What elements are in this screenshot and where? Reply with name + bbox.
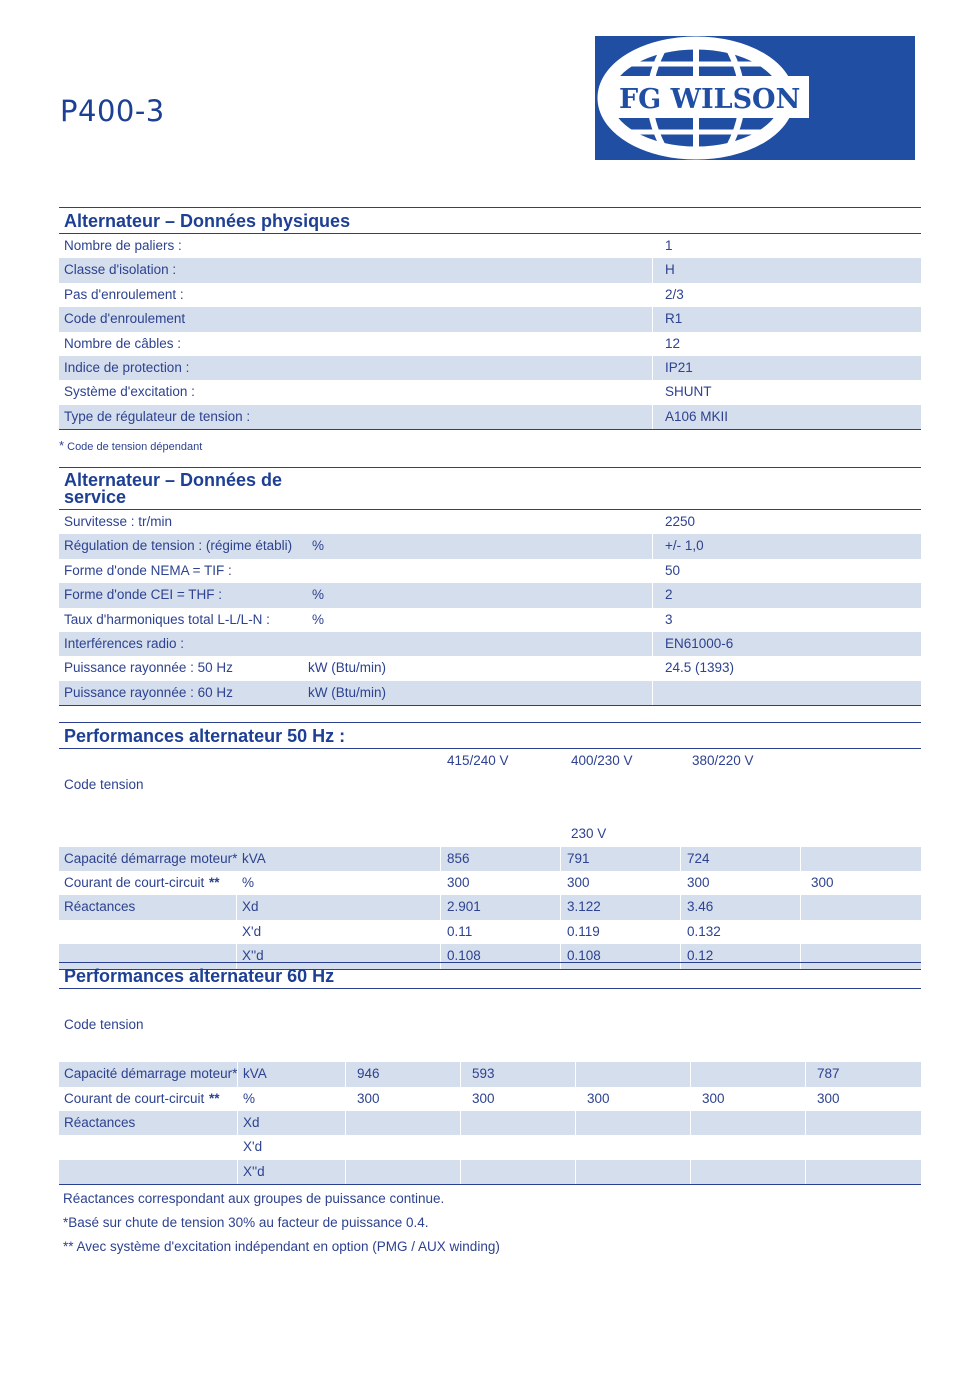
start-capacity-row-60 — [59, 1062, 921, 1086]
short-circuit-value: 300 — [687, 874, 710, 890]
column-divider — [652, 656, 653, 680]
service-row — [59, 510, 921, 534]
column-divider — [690, 1160, 691, 1184]
code-tension-label-60: Code tension — [64, 1017, 144, 1033]
column-divider — [460, 1111, 461, 1135]
column-divider — [575, 1087, 576, 1111]
service-value: +/- 1,0 — [665, 538, 704, 554]
column-divider — [345, 1160, 346, 1184]
start-capacity-value: 791 — [567, 850, 590, 866]
column-divider — [575, 1111, 576, 1135]
service-value: 3 — [665, 611, 673, 627]
service-label: Taux d'harmoniques total L-L/L-N : — [64, 611, 270, 627]
column-divider — [652, 510, 653, 534]
column-divider — [345, 1087, 346, 1111]
column-divider — [652, 583, 653, 607]
short-circuit-row-60 — [59, 1087, 921, 1111]
physical-value: H — [665, 262, 675, 278]
physical-row — [59, 234, 921, 258]
reactance-row-60 — [59, 1160, 921, 1184]
physical-label: Indice de protection : — [64, 359, 190, 375]
column-divider — [345, 1062, 346, 1086]
footnote-2: *Basé sur chute de tension 30% au facteur de puissance 0.4. — [63, 1215, 429, 1230]
service-label: Interférences radio : — [64, 635, 185, 651]
short-circuit-value-60: 300 — [702, 1090, 725, 1106]
short-circuit-unit-60: % — [243, 1090, 256, 1106]
service-value: 2250 — [665, 514, 696, 529]
physical-value: 2/3 — [665, 286, 684, 302]
physical-label: Nombre de câbles : — [64, 335, 182, 351]
reactance-label-60: Réactances — [64, 1114, 136, 1130]
voltage-extra: 230 V — [571, 826, 607, 842]
column-divider — [575, 1160, 576, 1184]
column-divider — [652, 681, 653, 705]
physical-note: * Code de tension dépendant — [59, 438, 203, 454]
short-circuit-value-60: 300 — [587, 1090, 610, 1106]
short-circuit-label: Courant de court-circuit — [64, 874, 205, 890]
column-divider — [690, 1087, 691, 1111]
reactance-value: 0.108 — [567, 948, 601, 964]
footnote-1: Réactances correspondant aux groupes de puissance continue. — [63, 1191, 445, 1206]
service-unit: % — [312, 538, 325, 554]
physical-row — [59, 283, 921, 307]
service-unit: % — [312, 587, 325, 603]
physical-value: SHUNT — [665, 384, 712, 400]
reactance-value: 3.122 — [567, 899, 601, 915]
reactance-value: 0.11 — [447, 923, 473, 939]
column-divider — [440, 895, 441, 919]
service-unit: kW (Btu/min) — [308, 660, 387, 676]
code-tension-row — [59, 773, 921, 797]
column-divider — [575, 1062, 576, 1086]
column-divider — [560, 871, 561, 895]
physical-row — [59, 380, 921, 404]
column-divider — [440, 847, 441, 871]
service-label: Régulation de tension : (régime établi) — [64, 538, 293, 554]
start-capacity-unit: kVA — [242, 850, 266, 866]
start-capacity-value-60: 593 — [472, 1066, 495, 1082]
short-circuit-stars-60: ** — [209, 1090, 220, 1106]
logo-text: FG WILSON — [619, 84, 801, 115]
service-value: 50 — [665, 562, 681, 578]
start-capacity-unit-60: kVA — [243, 1066, 267, 1082]
column-divider — [652, 559, 653, 583]
start-capacity-value: 724 — [687, 850, 710, 866]
start-capacity-label: Capacité démarrage moteur* — [64, 850, 238, 866]
perf-50hz-section — [59, 722, 921, 970]
column-divider — [652, 283, 653, 307]
service-data-section — [59, 467, 921, 706]
physical-row — [59, 332, 921, 356]
voltage-col-1: 415/240 V — [447, 753, 509, 768]
column-divider — [575, 1135, 576, 1159]
column-divider — [560, 847, 561, 871]
voltage-col-3: 380/220 V — [692, 753, 754, 768]
reactance-symbol-60: Xd — [243, 1114, 260, 1130]
physical-label: Code d'enroulement — [64, 311, 186, 327]
column-divider — [237, 1160, 238, 1184]
service-row — [59, 656, 921, 680]
column-divider — [680, 920, 681, 944]
short-circuit-value-60: 300 — [357, 1090, 380, 1106]
column-divider — [345, 1111, 346, 1135]
short-circuit-value: 300 — [811, 874, 834, 890]
start-capacity-value-60: 946 — [357, 1066, 380, 1082]
column-divider — [652, 405, 653, 429]
physical-label: Classe d'isolation : — [64, 262, 177, 278]
column-divider — [652, 307, 653, 331]
column-divider — [805, 1087, 806, 1111]
physical-label: Pas d'enroulement : — [64, 286, 184, 302]
reactance-value: 0.132 — [687, 923, 721, 939]
service-data-title: Alternateur – Données de service — [59, 467, 921, 510]
start-capacity-value: 856 — [447, 850, 470, 866]
column-divider — [680, 847, 681, 871]
column-divider — [805, 1062, 806, 1086]
column-divider — [690, 1062, 691, 1086]
service-label: Puissance rayonnée : 50 Hz — [64, 660, 233, 676]
reactance-row — [59, 920, 921, 944]
physical-row — [59, 356, 921, 380]
column-divider — [652, 608, 653, 632]
column-divider — [680, 895, 681, 919]
physical-value: 12 — [665, 335, 681, 351]
column-divider — [237, 1111, 238, 1135]
reactance-symbol: Xd — [242, 899, 259, 915]
physical-value: A106 MKII — [665, 408, 729, 424]
short-circuit-value-60: 300 — [817, 1090, 840, 1106]
column-divider — [460, 1062, 461, 1086]
physical-data-title: Alternateur – Données physiques — [59, 207, 921, 234]
column-divider — [800, 871, 801, 895]
service-label: Forme d'onde NEMA = TIF : — [64, 562, 232, 578]
voltage-extra-row — [59, 822, 921, 846]
column-divider — [560, 920, 561, 944]
column-divider — [560, 895, 561, 919]
column-divider — [652, 258, 653, 282]
column-divider — [460, 1135, 461, 1159]
voltage-col-2: 400/230 V — [571, 753, 633, 768]
column-divider — [800, 920, 801, 944]
reactance-symbol-60: X'd — [243, 1139, 263, 1155]
physical-row — [59, 307, 921, 331]
reactance-value: 3.46 — [687, 899, 714, 915]
service-value: 2 — [665, 587, 673, 603]
reactance-symbol: X''d — [242, 948, 264, 964]
perf-60hz-title: Performances alternateur 60 Hz — [59, 962, 921, 989]
column-divider — [805, 1111, 806, 1135]
short-circuit-row — [59, 871, 921, 895]
model-title: P400-3 — [60, 94, 165, 128]
start-capacity-label-60: Capacité démarrage moteur* — [64, 1066, 238, 1082]
code-tension-row-60 — [59, 1013, 921, 1037]
short-circuit-value-60: 300 — [472, 1090, 495, 1106]
reactance-value: 0.119 — [567, 923, 600, 939]
voltage-header-row — [59, 749, 921, 773]
service-row — [59, 559, 921, 583]
column-divider — [652, 380, 653, 404]
column-divider — [460, 1160, 461, 1184]
reactance-symbol: X'd — [242, 923, 262, 939]
physical-value: 1 — [665, 238, 673, 253]
column-divider — [237, 1135, 238, 1159]
short-circuit-value: 300 — [567, 874, 590, 890]
column-divider — [805, 1160, 806, 1184]
service-row — [59, 583, 921, 607]
perf-50hz-title: Performances alternateur 50 Hz : — [59, 722, 921, 749]
column-divider — [800, 895, 801, 919]
column-divider — [652, 332, 653, 356]
service-unit: % — [312, 611, 325, 627]
physical-label: Nombre de paliers : — [64, 238, 182, 253]
service-unit: kW (Btu/min) — [308, 684, 387, 700]
reactance-row-60 — [59, 1111, 921, 1135]
fg-wilson-logo — [595, 36, 915, 160]
reactance-row — [59, 895, 921, 919]
column-divider — [460, 1087, 461, 1111]
column-divider — [652, 234, 653, 258]
column-divider — [652, 632, 653, 656]
physical-value: IP21 — [665, 359, 693, 375]
service-label: Puissance rayonnée : 60 Hz — [64, 684, 233, 700]
footnote-3: ** Avec système d'excitation indépendant en option (PMG / AUX winding) — [63, 1239, 500, 1254]
physical-value: R1 — [665, 311, 683, 327]
column-divider — [652, 534, 653, 558]
short-circuit-stars: ** — [209, 874, 220, 890]
service-row — [59, 632, 921, 656]
column-divider — [440, 871, 441, 895]
start-capacity-row — [59, 847, 921, 871]
reactance-value: 0.12 — [687, 948, 714, 964]
start-capacity-value-60: 787 — [817, 1066, 840, 1082]
column-divider — [652, 356, 653, 380]
service-row — [59, 681, 921, 705]
short-circuit-label-60: Courant de court-circuit — [64, 1090, 205, 1106]
reactance-value: 0.108 — [447, 948, 481, 964]
reactance-row-60 — [59, 1135, 921, 1159]
physical-data-section — [59, 207, 921, 453]
physical-label: Type de régulateur de tension : — [64, 408, 251, 424]
column-divider — [805, 1135, 806, 1159]
perf-60hz-section — [59, 962, 921, 1185]
reactance-value: 2.901 — [447, 899, 481, 915]
reactance-symbol-60: X''d — [243, 1163, 265, 1179]
reactance-label: Réactances — [64, 899, 136, 915]
column-divider — [236, 895, 237, 919]
service-value: EN61000-6 — [665, 635, 734, 651]
service-row — [59, 534, 921, 558]
short-circuit-value: 300 — [447, 874, 470, 890]
service-value: 24.5 (1393) — [665, 660, 735, 676]
physical-row — [59, 258, 921, 282]
column-divider — [680, 871, 681, 895]
column-divider — [345, 1135, 346, 1159]
physical-row — [59, 405, 921, 429]
column-divider — [237, 1087, 238, 1111]
service-label: Survitesse : tr/min — [64, 514, 173, 529]
column-divider — [690, 1135, 691, 1159]
column-divider — [690, 1111, 691, 1135]
column-divider — [237, 1062, 238, 1086]
column-divider — [440, 920, 441, 944]
physical-label: Système d'excitation : — [64, 384, 195, 400]
short-circuit-unit: % — [242, 874, 255, 890]
column-divider — [800, 847, 801, 871]
service-row — [59, 608, 921, 632]
code-tension-label: Code tension — [64, 777, 144, 793]
service-label: Forme d'onde CEI = THF : — [64, 587, 223, 603]
column-divider — [236, 920, 237, 944]
